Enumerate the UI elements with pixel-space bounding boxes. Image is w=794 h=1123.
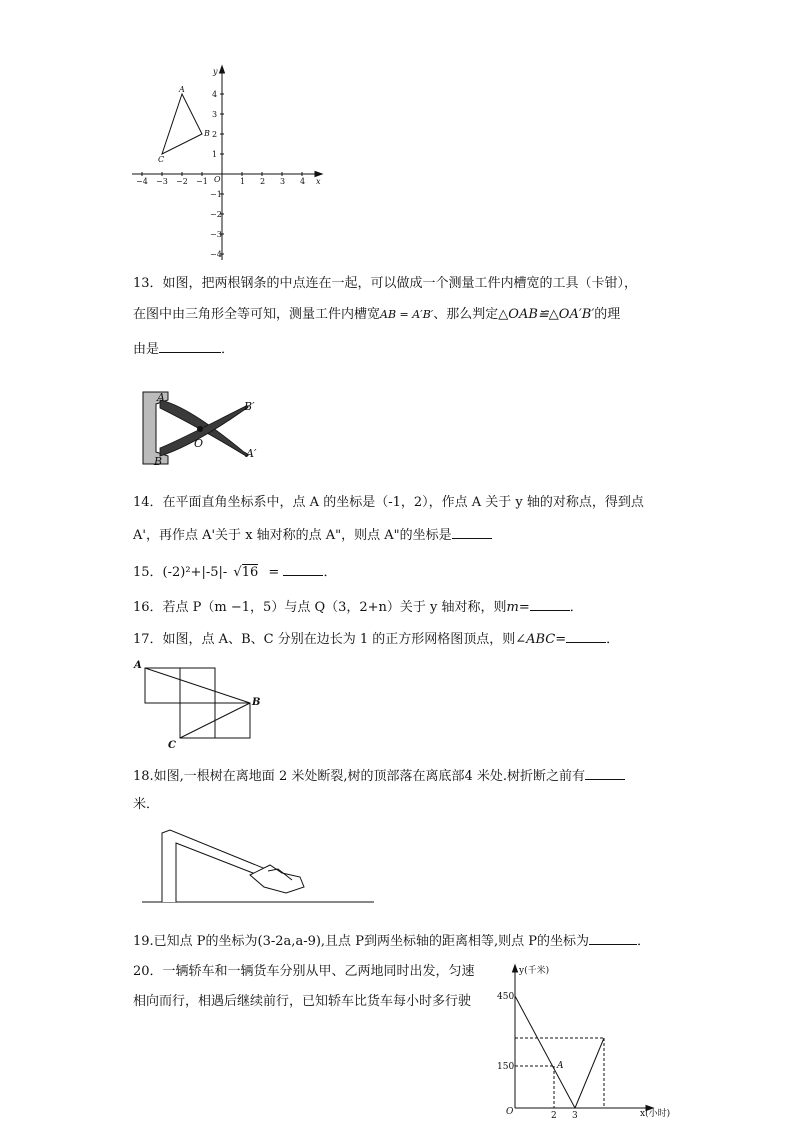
- q13-text-d: 由是: [133, 342, 160, 357]
- q19-answer-blank[interactable]: [589, 932, 637, 945]
- x-tick-3: 3: [572, 1111, 578, 1120]
- x-axis-label: x: [316, 177, 321, 186]
- q12-coordinate-figure: [128, 62, 328, 262]
- q17-end: ．: [606, 632, 620, 647]
- y-axis-label: y: [213, 67, 218, 76]
- q13-formula-congruent: △OAB≌△OA′B′: [498, 307, 595, 322]
- q16-eq: =: [518, 600, 530, 615]
- q16-end: ．: [569, 600, 583, 615]
- q14-text: A'，再作点 A'关于 x 轴对称的点 A"，则点 A"的坐标是: [133, 528, 452, 543]
- y-tick-label: −4: [210, 250, 222, 259]
- q17-angle: ∠ABC: [515, 632, 556, 647]
- q17-text: 17．如图，点 A、B、C 分别在边长为 1 的正方形网格图顶点，则: [133, 632, 516, 647]
- x-tick-label: 3: [280, 177, 286, 186]
- x-tick-2: 2: [551, 1111, 557, 1120]
- q19-text: 19.已知点 P的坐标为(3-2a,a-9),且点 P到两坐标轴的距离相等,则点 P的坐标为: [133, 934, 589, 949]
- point-a-label: A: [134, 660, 142, 671]
- y-tick-label: 4: [212, 90, 218, 99]
- x-tick-label: −3: [156, 177, 168, 186]
- y-axis-label: y(千米): [519, 966, 550, 976]
- origin-label: O: [506, 1107, 514, 1117]
- y-tick-label: −3: [210, 230, 222, 239]
- q13-formula-ab: AB = A′B′: [380, 308, 434, 321]
- sedan-line: [515, 996, 575, 1108]
- q18-text: 18.如图,一根树在离地面 2 米处断裂,树的顶部落在离底部4 米处.树折断之前有: [133, 769, 586, 784]
- q18-answer-blank[interactable]: [585, 767, 625, 780]
- q19-end: ．: [636, 934, 650, 949]
- q16-text: 16．若点 P（m −1，5）与点 Q（3，2+n）关于 y 轴对称，则: [133, 600, 507, 615]
- point-a-label: A: [157, 391, 165, 404]
- q13-text-c: 的理: [594, 307, 621, 322]
- q16-answer-blank[interactable]: [530, 598, 570, 611]
- x-tick-label: 1: [240, 177, 246, 186]
- x-tick-label: −1: [196, 177, 208, 186]
- x-arrow: [315, 172, 322, 177]
- q13-text-b: 、那么判定: [433, 307, 499, 322]
- y-tick-label: 1: [212, 150, 218, 159]
- x-tick-label: 2: [260, 177, 266, 186]
- point-a-label: A: [557, 1061, 564, 1071]
- q18-line-2: 米．: [133, 797, 160, 812]
- q15-end: ．: [323, 565, 337, 580]
- origin-label: O: [214, 175, 221, 184]
- point-c-label: C: [158, 155, 165, 164]
- point-b-label: B: [204, 129, 210, 138]
- triangle-abc: [162, 94, 202, 154]
- q16-var: m: [506, 600, 519, 615]
- q15-radicand: 16: [241, 565, 259, 580]
- point-b-prime-label: B′: [244, 400, 255, 413]
- q17-eq: =: [555, 632, 567, 647]
- y-tick-label: 3: [212, 110, 218, 119]
- q14-line-2: [133, 526, 492, 544]
- q15-sqrt: √16: [233, 565, 259, 580]
- y-tick-label: −2: [210, 210, 222, 219]
- q13-text-a: 在图中由三角形全等可知，测量工件内槽宽: [133, 307, 381, 322]
- y-arrow: [220, 66, 225, 73]
- q13-line-1: 13．如图，把两根钢条的中点连在一起，可以做成一个测量工件内槽宽的工具（卡钳），: [133, 276, 638, 291]
- q19-line: [133, 932, 650, 950]
- q17-grid-figure: [130, 658, 270, 750]
- q17-answer-blank[interactable]: [566, 630, 606, 643]
- q13-line-3: [133, 340, 234, 358]
- q14-line-1: 14．在平面直角坐标系中，点 A 的坐标是（-1，2），作点 A 关于 y 轴的对称点，得到点: [133, 495, 644, 510]
- pivot-o: [197, 426, 203, 432]
- q13-caliper-figure: [140, 388, 270, 470]
- q15-pre: 15．(-2)²+|-5|-: [133, 565, 228, 580]
- point-a-label: A: [179, 85, 185, 94]
- q13-answer-blank[interactable]: [159, 340, 221, 353]
- q15-line: [133, 563, 336, 581]
- q20-graph-figure: [490, 960, 685, 1120]
- q15-eq: =: [268, 565, 280, 580]
- q13-line-2: [133, 307, 620, 323]
- x-tick-label: −4: [136, 177, 148, 186]
- x-tick-label: −2: [176, 177, 188, 186]
- point-a-prime-label: A′: [246, 447, 257, 460]
- q18-line-1: [133, 767, 625, 785]
- q14-answer-blank[interactable]: [452, 526, 492, 539]
- point-b-label: B: [154, 455, 163, 468]
- point-o-label: O: [194, 437, 204, 450]
- y-tick-450: 450: [497, 992, 515, 1002]
- y-tick-label: 2: [212, 130, 218, 139]
- q20-line-1: 20．一辆轿车和一辆货车分别从甲、乙两地同时出发，匀速: [133, 964, 475, 979]
- point-b-label: B: [252, 697, 261, 708]
- x-tick-label: 4: [300, 177, 306, 186]
- q16-line: [133, 598, 583, 616]
- x-axis-label: x(小时): [640, 1109, 671, 1119]
- return-line: [575, 1038, 604, 1108]
- q17-line: [133, 630, 619, 648]
- q13-end: ．: [221, 342, 235, 357]
- q20-line-2: 相向而行，相遇后继续前行，已知轿车比货车每小时多行驶: [133, 994, 472, 1009]
- y-tick-150: 150: [497, 1062, 515, 1072]
- q18-tree-figure: [140, 825, 380, 907]
- y-tick-label: −1: [210, 190, 222, 199]
- segment-ab: [145, 668, 250, 703]
- q15-answer-blank[interactable]: [283, 563, 323, 576]
- point-c-label: C: [168, 740, 176, 750]
